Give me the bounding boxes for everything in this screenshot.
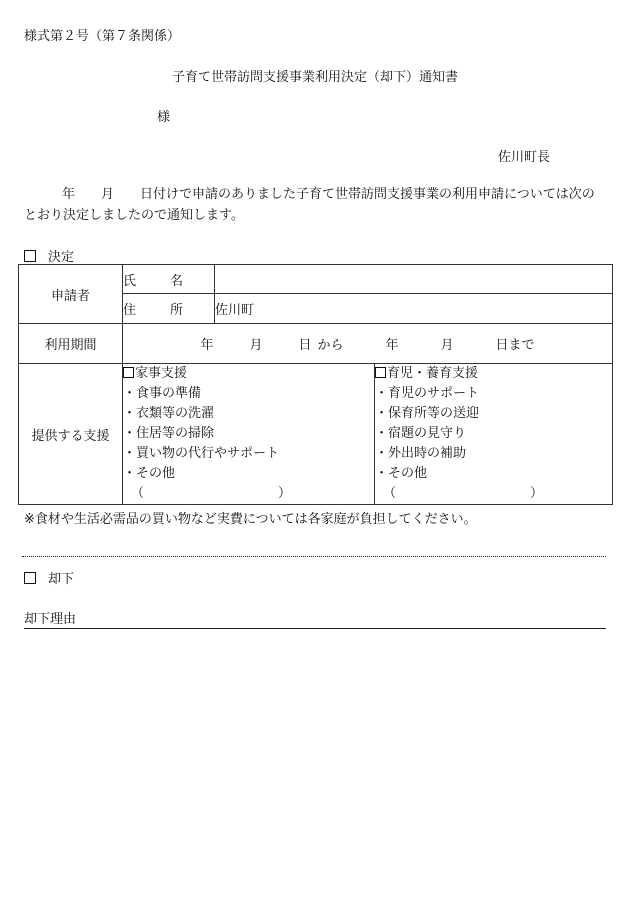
- list-item: ・買い物の代行やサポート: [123, 446, 280, 461]
- address-field[interactable]: 佐川町: [215, 294, 613, 324]
- reject-reason-field[interactable]: [24, 608, 606, 629]
- body-year: 年: [62, 187, 76, 202]
- list-item: ・保育所等の送迎: [375, 406, 480, 421]
- list-item: ・育児のサポート: [375, 386, 480, 401]
- body-paragraph: [24, 184, 604, 226]
- other-detail-field[interactable]: （ ）: [383, 486, 543, 501]
- decision-table: [18, 264, 613, 505]
- reject-checkbox[interactable]: [24, 572, 36, 584]
- reject-heading: [24, 568, 74, 587]
- childcare-heading[interactable]: 育児・養育支援: [375, 364, 612, 384]
- addressee-suffix: 様: [157, 110, 171, 125]
- list-item: ・その他: [375, 466, 428, 481]
- body-text: 日付けで申請のありました子育て世帯訪問支援事業の利用申請については次のとおり決定しましたので通知します。: [24, 187, 595, 223]
- childcare-checkbox[interactable]: [375, 367, 386, 378]
- list-item: ・外出時の補助: [375, 446, 467, 461]
- address-label: 住 所: [123, 294, 215, 324]
- housework-support-column: [123, 364, 375, 505]
- housework-heading[interactable]: 家事支援: [123, 364, 374, 384]
- decision-label: 決定: [48, 250, 75, 265]
- name-label: 氏 名: [123, 265, 215, 294]
- childcare-support-column: [375, 364, 613, 505]
- reject-label: 却下: [48, 572, 75, 587]
- decision-heading: [24, 246, 74, 265]
- other-detail-field[interactable]: （ ）: [131, 486, 291, 501]
- housework-checkbox[interactable]: [123, 367, 134, 378]
- applicant-label: 申請者: [19, 265, 123, 324]
- period-label: 利用期間: [19, 324, 123, 364]
- reject-reason-label: 却下理由: [24, 612, 77, 627]
- cost-note: ※食材や生活必需品の買い物など実費については各家庭が負担してください。: [24, 512, 477, 527]
- list-item: ・宿題の見守り: [375, 426, 467, 441]
- period-field[interactable]: 年 月 日 から 年 月 日まで: [123, 324, 613, 364]
- list-item: ・食事の準備: [123, 386, 202, 401]
- list-item: ・住居等の掃除: [123, 426, 215, 441]
- decision-checkbox[interactable]: [24, 250, 36, 262]
- form-number: 様式第２号（第７条関係）: [24, 29, 181, 44]
- list-item: ・その他: [123, 466, 176, 481]
- list-item: ・衣類等の洗濯: [123, 406, 215, 421]
- document-title: 子育て世帯訪問支援事業利用決定（却下）通知書: [171, 70, 458, 85]
- support-label: 提供する支援: [19, 364, 123, 505]
- dotted-divider: [22, 556, 606, 557]
- name-field[interactable]: [215, 265, 613, 294]
- body-month: 月: [101, 187, 115, 202]
- issuer: 佐川町長: [498, 150, 551, 165]
